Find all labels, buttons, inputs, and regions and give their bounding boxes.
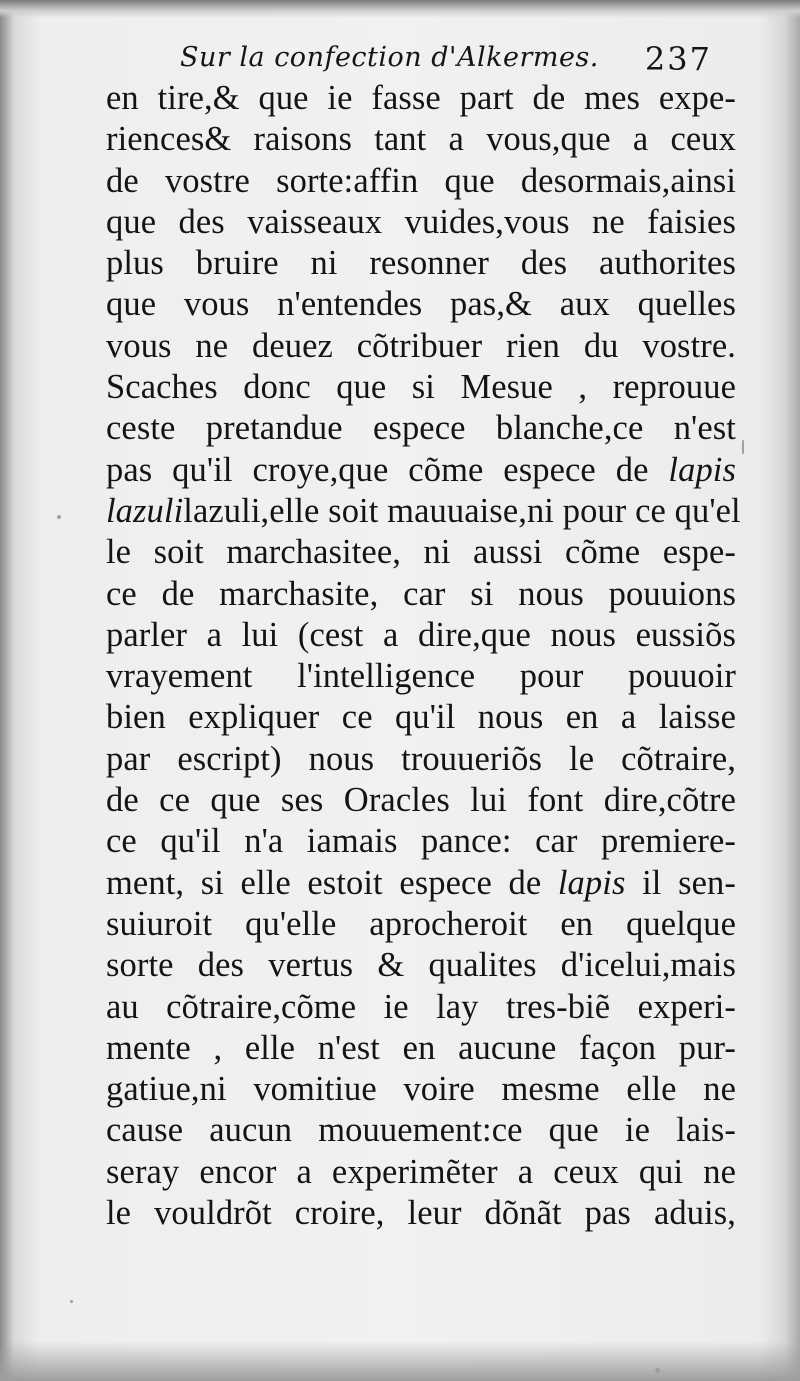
paper-speck	[655, 1368, 660, 1373]
text-line: Scaches donc que si Mesue , reprouue	[106, 368, 736, 407]
text-line-part: il sen-	[642, 863, 736, 902]
paper-speck	[70, 1300, 73, 1303]
text-line: suiuroit qu'elle aprocheroit en quelque	[106, 904, 736, 943]
text-line: en tire,& que ie fasse part de mes expe-	[106, 79, 736, 117]
text-line-part: ment, si elle estoit espece de	[106, 863, 542, 902]
text-line: par escript) nous trouueriõs le cõtraire,	[106, 739, 736, 778]
text-line: le vouldrõt croire, leur dõnãt pas aduis,	[106, 1194, 736, 1233]
text-line-part: pas qu'il croye,que cõme espece de	[106, 450, 649, 489]
paper-speck	[742, 440, 744, 454]
text-line: parler a lui (cest a dire,que nous eussiõs	[106, 615, 736, 654]
italic-term: lazuli	[106, 491, 184, 530]
text-line: bien expliquer ce qu'il nous en a laisse	[106, 698, 736, 737]
text-line: de vostre sorte:affin que desormais,ainsi	[106, 161, 736, 200]
text-line: ce qu'il n'a iamais pance: car premiere-	[106, 822, 736, 861]
text-line: vous ne deuez cõtribuer rien du vostre.	[106, 326, 736, 365]
text-line: sorte des vertus & qualites d'icelui,mais	[106, 946, 736, 985]
body-text	[106, 78, 741, 1234]
text-line: seray encor a experimẽter a ceux qui ne	[106, 1152, 736, 1191]
text-line: de ce que ses Oracles lui font dire,cõtre	[106, 781, 736, 820]
page-number: 237	[644, 40, 712, 78]
text-line	[106, 491, 741, 532]
text-line: le soit marchasitee, ni aussi cõme espe-	[106, 533, 736, 572]
text-line: mente , elle n'est en aucune façon pur-	[106, 1028, 736, 1067]
text-line: plus bruire ni resonner des authorites	[106, 244, 736, 283]
italic-term: lapis	[668, 450, 737, 489]
text-line: que vous n'entendes pas,& aux quelles	[106, 285, 736, 324]
text-line: gatiue,ni vomitiue voire mesme elle ne	[106, 1070, 736, 1109]
text-line: riences& raisons tant a vous,que a ceux	[106, 120, 736, 159]
text-line	[106, 450, 736, 491]
running-title: Sur la confection d'Alkermes.	[180, 42, 599, 73]
text-line: que des vaisseaux vuides,vous ne faisies	[106, 202, 736, 241]
text-line: ce de marchasite, car si nous pouuions	[106, 574, 736, 613]
paper-speck	[57, 515, 61, 519]
text-line: ceste pretandue espece blanche,ce n'est	[106, 409, 736, 448]
italic-term: lapis	[557, 863, 626, 902]
text-line: au cõtraire,cõme ie lay tres-biẽ experi-	[106, 987, 736, 1026]
text-line: cause aucun mouuement:ce que ie lais-	[106, 1111, 736, 1150]
text-line	[106, 863, 736, 904]
text-line: vrayement l'intelligence pour pouuoir	[106, 657, 736, 696]
text-line-part: lazuli,elle soit mauuaise,ni pour ce qu'el	[183, 491, 741, 530]
